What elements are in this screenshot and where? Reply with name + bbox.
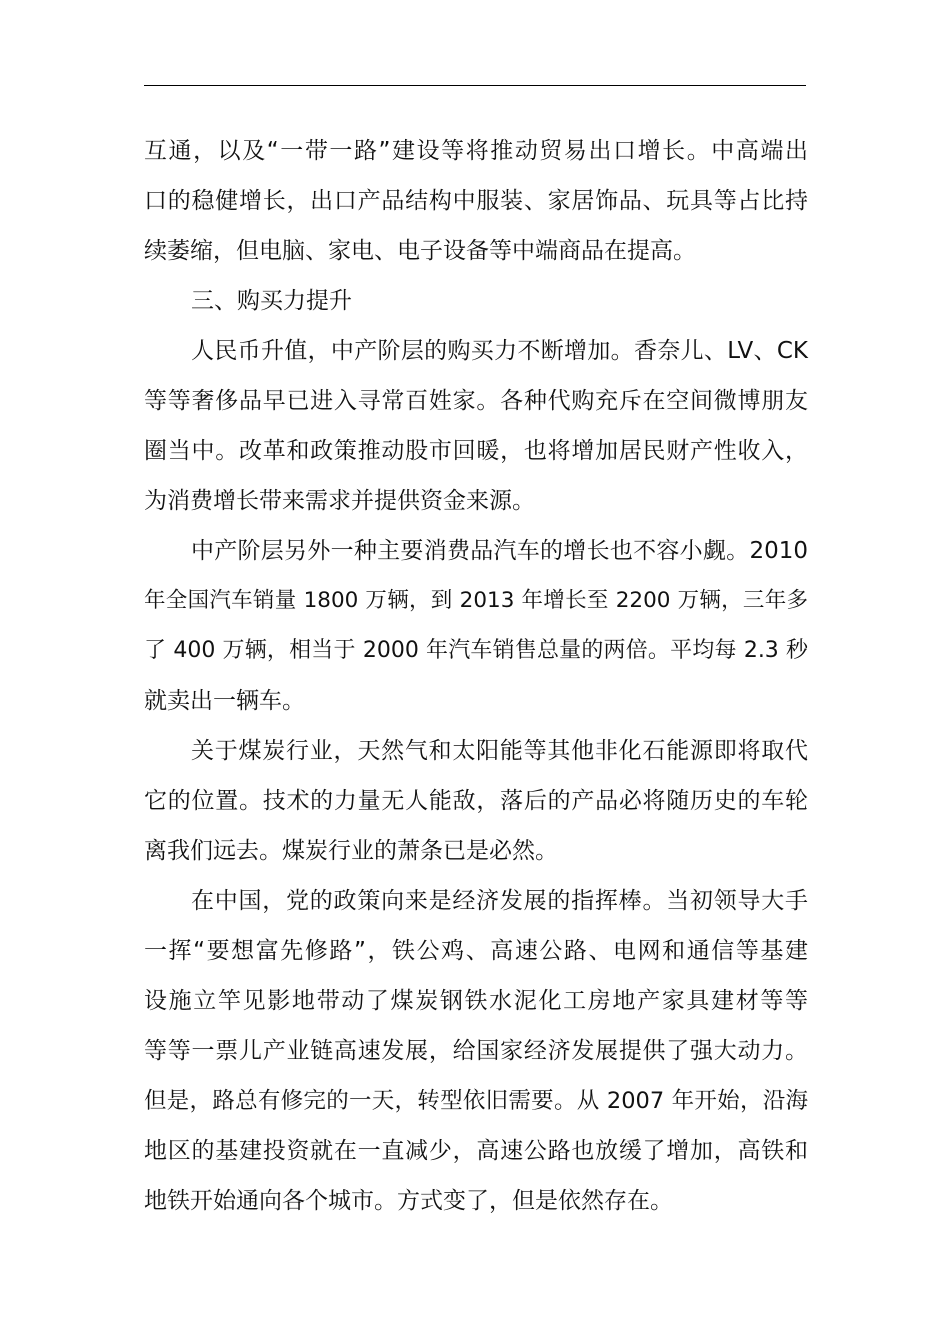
text-line: 圈当中。改革和政策推动股市回暖，也将增加居民财产性收入， xyxy=(144,438,808,464)
text-line: 了 400 万辆，相当于 2000 年汽车销售总量的两倍。平均每 2.3 秒 xyxy=(144,638,808,663)
text-line: 一挥“要想富先修路”，铁公鸡、高速公路、电网和通信等基建 xyxy=(144,938,808,964)
text-line: 就卖出一辆车。 xyxy=(144,688,305,714)
header-rule xyxy=(144,85,806,86)
text-line: 但是，路总有修完的一天，转型依旧需要。从 2007 年开始，沿海 xyxy=(144,1088,808,1114)
text-line: 离我们远去。煤炭行业的萧条已是必然。 xyxy=(144,838,558,864)
text-line: 关于煤炭行业，天然气和太阳能等其他非化石能源即将取代 xyxy=(191,738,808,764)
text-line: 设施立竿见影地带动了煤炭钢铁水泥化工房地产家具建材等等 xyxy=(144,988,808,1014)
text-line: 人民币升值，中产阶层的购买力不断增加。香奈儿、LV、CK xyxy=(191,338,808,364)
section-heading: 三、购买力提升 xyxy=(191,288,352,314)
text-line: 地区的基建投资就在一直减少，高速公路也放缓了增加，高铁和 xyxy=(144,1138,808,1164)
text-line: 等等一票儿产业链高速发展，给国家经济发展提供了强大动力。 xyxy=(144,1038,808,1064)
text-line: 中产阶层另外一种主要消费品汽车的增长也不容小觑。2010 xyxy=(191,538,808,564)
text-line: 口的稳健增长，出口产品结构中服装、家居饰品、玩具等占比持 xyxy=(144,188,808,214)
text-line: 互通，以及“一带一路”建设等将推动贸易出口增长。中高端出 xyxy=(144,138,808,164)
text-line: 地铁开始通向各个城市。方式变了，但是依然存在。 xyxy=(144,1188,673,1214)
text-line: 等等奢侈品早已进入寻常百姓家。各种代购充斥在空间微博朋友 xyxy=(144,388,808,414)
text-line: 它的位置。技术的力量无人能敌，落后的产品必将随历史的车轮 xyxy=(144,788,808,814)
text-line: 为消费增长带来需求并提供资金来源。 xyxy=(144,488,535,514)
body-text xyxy=(144,126,808,1226)
text-line: 年全国汽车销量 1800 万辆，到 2013 年增长至 2200 万辆，三年多 xyxy=(144,588,808,613)
text-line: 在中国，党的政策向来是经济发展的指挥棒。当初领导大手 xyxy=(191,888,808,914)
text-line: 续萎缩，但电脑、家电、电子设备等中端商品在提高。 xyxy=(144,238,696,264)
